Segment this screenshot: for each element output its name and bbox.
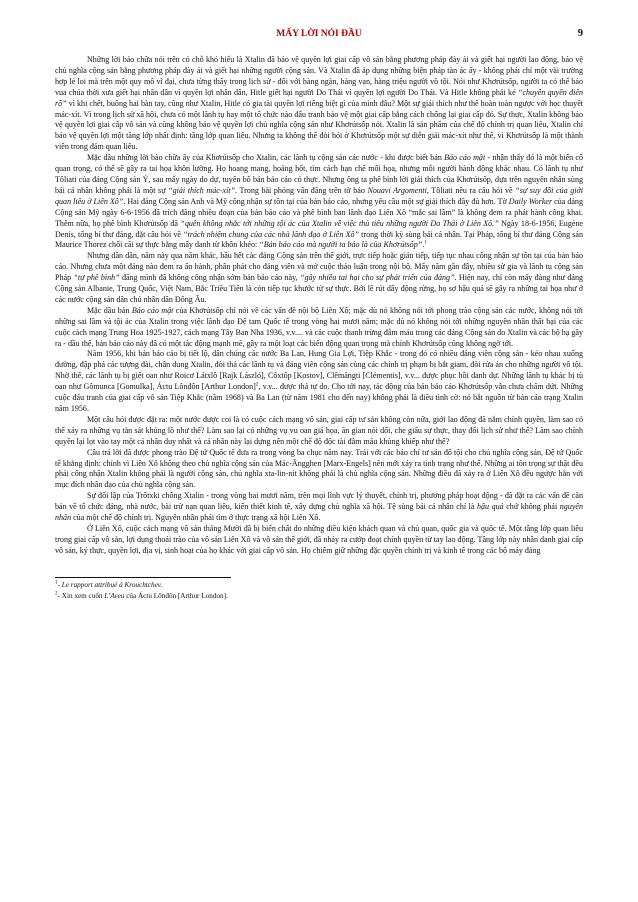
footnote-marker: 2 (255, 381, 259, 388)
text-run: Năm 1956, khi bản báo cáo bị tiết lộ, dân chúng các nước Ba Lan, Hung Gia Lợi, Tiệp Khắc - trong đó có nhiều đảng viên cộng sản - kéo nhau xuống đường, đập phá các tượng đài, chân dung Xtalin, đòi thả các lãnh tụ và đảng viên cộng sản cùng các chính trị phạm bị bắt giam, đòi rửa án cho những người vô tội. Nhờ thế, các lãnh tụ bị giết oan như Roicơ Látxlô [Rajk László], Côxtốp [Kostov], Clêmăngti [Clémentis], v.v... được phục hồi danh dự. Những lãnh tụ khác bị tù oan như Gômunca [Gomulka], Áctu Lônđôn [Arthur London] (55, 349, 583, 392)
text-run: - (57, 580, 62, 589)
footnote-rule (55, 577, 231, 578)
text-run: , v.v... được thả tự do. Cho tới nay, tác động của bản báo cáo Khơrútsốp vẫn chưa chấm dứt. Những cuộc đấu tranh của giai cấp vô sản Tiệp Khắc (năm 1968) và Ba Lan (từ năm 1981 cho đến nay) không phải là điều tình cờ: nó bắt nguồn từ bản cáo trạng Xtalin năm 1956. (55, 382, 583, 413)
italic-run: “chuyên quyền điên rồ” (55, 87, 583, 108)
text-run: đăng mình đã không công nhận sớm bản báo cáo này, (119, 273, 300, 283)
paragraph (55, 153, 583, 251)
paragraph (55, 349, 583, 414)
footnote-marker: 1 (55, 579, 58, 586)
text-run: . (422, 240, 425, 250)
text-run: Những lời báo chữa nói trên có chỗ khó hiểu là Xtalin đã bảo vệ quyền lợi giai cấp vô sản bằng phương pháp đày ải và giết hại người lao động, bảo vệ chủ nghĩa cộng sản bằng phương pháp đày ải và giết hại những người cộng sản. Và Xtalin đã áp dụng những biện pháp tàn ác ấy - không phải chỉ một vài trường hợp lẻ loi mà trên một quy mô vĩ đại, chưa từng thấy trong lịch sử - đối với hàng ngàn, hàng vạn, hàng triệu người vô tội. Nói như Khơrútsốp, người ta có thể báo vua chúa thời xưa giết hại nhân dân vì quyền lợi nhân dân, Hitle giết hại người Do Thái vì quyền lợi người Do Thái. Và Hitle không phải kẻ (55, 55, 583, 97)
italic-run: “giải thích mác-xít” (168, 185, 236, 195)
paragraph (55, 448, 583, 492)
text-run: - Xin xem cuốn (57, 591, 105, 600)
text-run: Ở Liên Xô, cuộc cách mạng vô sản tháng Mười đã bị biến chất do những điều kiện khách quan và chủ quan, quốc gia và quốc tế. Một tầng lớp quan liêu trong giai cấp vô sản, lợi dụng thoái trào của vô sản Liên Xô và vô sản thế giới, đã nhảy ra cướp đoạt chính quyền từ tay lao động. Tầng lớp này nhân danh giai cấp vô sản, kỷ thực, quyền lợi, địa vị, sinh hoạt của họ khác với giai cấp vô sản. Họ chiếm giữ những đặc quyền chính trị và kinh tế trong các bộ máy đảng (55, 523, 583, 555)
paragraph (55, 55, 583, 153)
header-title: MẤY LỜI NÓI ĐẦU (276, 29, 362, 39)
italic-run: Báo cáo mật (444, 153, 486, 163)
text-run: . Hai đảng Cộng sản Anh và Mỹ công nhận sự tồn tại của bản báo cáo, nhưng yêu cầu một sự giải thích đầy đủ hơn. Tờ (123, 196, 509, 206)
italic-run: “Bản báo cáo mà người ta bảo là của Khơrútsốp” (259, 240, 423, 250)
italic-run: Nouavi Argomenti (367, 185, 427, 195)
text-run: Sự đối lập của Trốtxki chống Xtalin - trong vòng hai mươi năm, trên mọi lĩnh vực lý thuyết, chính trị, phương pháp hoạt động - đã đặt ra các vấn đề căn bản về tổ chức đảng, nhà nước, bài trừ nạn quan liêu, kiến thiết kinh tế, xây dựng chủ nghĩa xã hội. Tệ sùng bái cá nhân chỉ là (55, 491, 583, 512)
italic-run: “sự suy đồi của giới quan liêu ở Liên Xô” (55, 185, 584, 206)
italic-run: Báo cáo mật (131, 305, 174, 315)
italic-run: “trách nhiệm chung của các nhà lãnh đạo ở Liên Xô” (183, 229, 359, 239)
text-run: của đảng Cộng sản Mỹ ngày 6-6-1956 đã trích đăng nhiều đoạn của bản báo cáo và phê bình ban lãnh đạo Liên Xô “mắc sai lầm” là không đem ra phát hành công khai. Thêm nữa, họ phê bình Khơrútsốp đã (55, 196, 583, 228)
paragraph (55, 415, 583, 448)
text-run: của một chế độ chính trị. Nguyên nhân phải tìm ở thực trạng xã hội Liên Xô. (71, 513, 321, 523)
footnote (55, 580, 583, 591)
text-run: của Khơrútsốp chỉ nói về các vấn đề nội bộ Liên Xô; mặc dù nó không nói tới phong trào cộng sản các nước, không nói tới những sai lầm và tội ác của Xtalin trong việc lãnh đạo Đệ tam Quốc tế trong vòng hai mươi năm; mặc dù nó không nói tới những nguyên nhân thất bại của các cuộc cách mạng Trung Hoa 1925-1927, cách mạng Tây Ban Nha 1936, v.v.... và các cuộc thanh trừng đẫm máu trong các đảng Cộng sản do Xtalin và các bộ hạ gây ra - dầu thế, bản báo cáo này đã có một tác động mạnh mẽ, gây ra một loạt các biến động quan trọng mà chính Khơrútsốp cũng không ngờ tới. (55, 305, 583, 348)
italic-run: “tự phê bình” (73, 273, 120, 283)
text-run: Mặc dầu những lời bào chữa ấy của Khơrútsốp cho Xtalin, các lãnh tụ cộng sản các nước - khi được biết bản (87, 153, 445, 163)
text-run: của Áctu Lônđôn [Arthur London]. (124, 591, 228, 600)
text-run: . Hiện nay, chỉ còn mấy đảng như đảng Cộng sản Albanie, Trung Quốc, Việt Nam, Bắc Triều Tiên là còn tiếp tục khước từ sự thực. Bởi lẽ rút dây động rừng, họ sợ hậu quả sẽ gây ra những tai họa như ở các nước cộng sản dân chủ nhân dân Đông Âu. (55, 273, 583, 304)
paragraph (55, 524, 583, 557)
paragraph (55, 491, 583, 524)
footnotes (55, 580, 583, 602)
italic-run: “quên không nhắc tới những tội ác của Xtalin về việc thủ tiêu những người Do Thái ở Liên Xô.” (180, 218, 499, 228)
text-run: , Tôliati nêu ra câu hỏi về (426, 185, 516, 195)
footnote (55, 591, 583, 602)
paragraph (55, 306, 583, 350)
text-run: trong thời kỳ sùng bái cá nhân. Tại Pháp, tổng bí thư đảng Cộng sản Maurice Thorez chối cãi sự thực bằng mấy danh từ khôn khéo: (55, 229, 584, 250)
text-run: chứ không phải (503, 502, 560, 512)
italic-run: hậu quả (477, 502, 504, 512)
text-run: Ngày 18-6-1956, Eugène Denis, tổng bí thư đảng, đặt câu hỏi về (55, 218, 584, 239)
text-run: Câu trả lời đã được phong trào Đệ tứ Quốc tế đưa ra trong vòng ba chục năm nay. Trái với các báo chí tư sản đổ tội cho chủ nghĩa cộng sản, Đệ tứ Quốc tế khẳng định: chính vì Liên Xô không theo chủ nghĩa cộng sản của Mác-Ăngghen [Marx-Engels] nên mới xảy ra tình trạng như thế. Những ai tôn trọng sự thật đều phải công nhận Xtalin không phải là người cộng sản, chủ nghĩa xta-lin-nít không phải là chủ nghĩa cộng sản. Những điều đã xảy ra ở Liên Xô đều ngược hẳn với mục đích nhân đạo của chủ nghĩa cộng sản. (55, 447, 583, 490)
italic-run: “gây nhiều tai hại cho sự phát triển của đảng” (299, 273, 455, 283)
text-run: Mặc dầu bản (87, 305, 132, 315)
page-number: 9 (577, 28, 583, 39)
body-text (55, 55, 583, 557)
text-run: Một câu hỏi được đặt ra: một nước được coi là có cuộc cách mạng vô sản, giai cấp tư sản không còn nữa, giới lao động đã nắm chính quyền, làm sao có thể xảy ra những vụ tàn sát khủng lồ như thế? Làm sao lại có những vụ vu oan giá họa, ăn gian nói dối, che giấu sự thực, thay đổi lịch sử như thế? Làm sao chính quyền lại lọt vào tay một cá nhân duy nhất và cá nhân này lại dựng nên một chế độ độc tài đẫm máu khủng khiếp như thế? (55, 414, 583, 446)
text-run: . Trong bài phỏng vấn đăng trên tờ báo (235, 185, 368, 195)
paragraph (55, 251, 583, 306)
italic-run: nguyên nhân (55, 502, 584, 523)
text-run: - nhận thấy đó là một biến cố quan trọng, có thể sẽ gây ra tai họa khôn lường. Họ hoang mang, hoảng hốt, tìm cách hạn chế mối họa, nhưng mỗi người hành động khác nhau. Có lãnh tụ như Tôliati của đảng Cộng sản Ý, sau mấy ngày do dự, tuyên bố bản báo cáo có thực. Nhưng ông ta phê bình lời giải thích của Khơrútsốp, dựa trên nguyên nhân sùng bái cá nhân không phải là một sự (55, 153, 583, 195)
text-run: Nhưng dần dần, năm này qua năm khác, hầu hết các đảng Cộng sản trên thế giới, trực tiếp hoặc gián tiếp, tiếp tục nhau công nhận sự tồn tại của bản báo cáo. Nhưng chưa một đảng nào đem ra ấn hành, phân phát cho đảng viên và mở cuộc thảo luận trong nội bộ. Mấy năm gần đây, nhiều sử gia và lãnh tụ cộng sản Pháp (55, 251, 583, 283)
text-run: vì khi chết, buông hai bàn tay, cũng như Xtalin, Hitle có gia tài quyền lợi riêng biệt gì của mình đâu? Một sự giải thích như thế hoàn toàn ngược với học thuyết mác-xít. Vì trong lịch sử xã hội, chưa có một lãnh tụ hay một tổ chức nào đấu tranh bảo vệ một giai cấp bằng cách chống lại giai cấp đó. Sự thực, Xtalin không bảo vệ quyền lợi giai cấp vô sản và cũng không bảo vệ quyền lợi chủ nghĩa cộng sản như Khơrútsốp nói. Xtalin là sản phẩm của chế độ chính trị quan liêu, Xtalin chỉ bảo vệ quyền lợi một tầng lớp nhất định: tầng lớp quan liêu. Nhưng ta không thể đòi hỏi ở Khơrútsốp một sự diễn giải mác-xít như thế, vì Khơrútsốp là một thành viên trong đám quan liêu. (55, 98, 583, 152)
italic-run: Daily Worker (508, 196, 553, 206)
italic-run: L’Aveu (104, 591, 125, 600)
footnote-marker: 1 (424, 239, 427, 246)
italic-run: Le rapport attribué à Krouchtchev. (61, 580, 163, 589)
running-header (55, 28, 583, 42)
document-page (55, 28, 583, 602)
footnote-marker: 2 (55, 590, 58, 597)
